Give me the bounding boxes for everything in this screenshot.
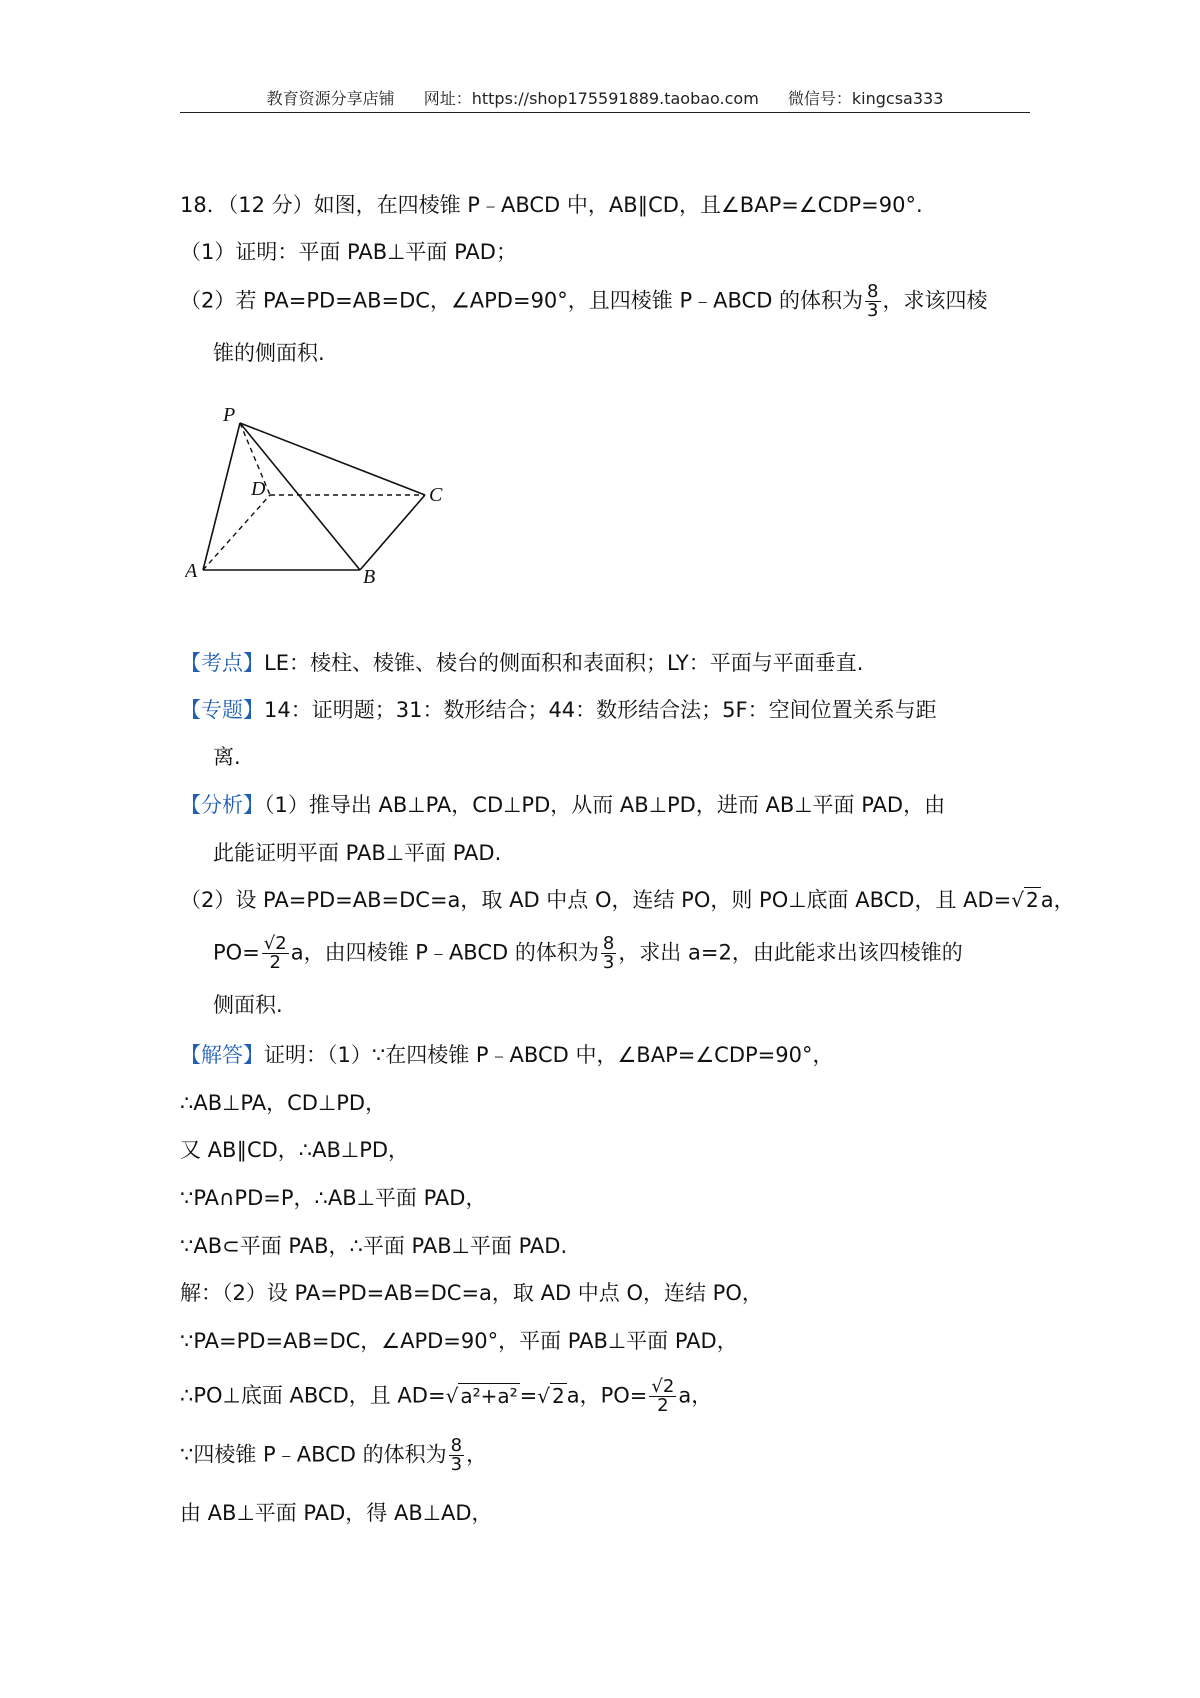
- zhuanti-cont: 离.: [213, 745, 241, 769]
- solution-line-8: [180, 1378, 712, 1415]
- shop-name: 教育资源分享店铺: [266, 89, 395, 108]
- fenxi-text-3-end: ，求出 a=2，由此能求出该四棱锥的: [618, 940, 963, 965]
- fraction-denominator: 3: [602, 952, 615, 973]
- question-1: （1）证明：平面 PAB⊥平面 PAD；: [180, 240, 517, 264]
- solution-line-8-text: ∴PO⊥底面 ABCD，且 AD=: [180, 1383, 446, 1408]
- label-p: P: [223, 405, 236, 426]
- po-fraction-num: √2: [263, 933, 287, 954]
- volume-fraction-3: [449, 1437, 464, 1474]
- radicand-two: 2: [552, 1383, 565, 1408]
- fraction-numerator: 8: [602, 933, 615, 954]
- volume-fraction: [865, 283, 880, 320]
- solution-line-8-mid: a，PO=: [566, 1383, 648, 1408]
- kaodian-text: LE：棱柱、棱锥、棱台的侧面积和表面积；LY：平面与平面垂直.: [264, 651, 864, 675]
- solution-line-10: 由 AB⊥平面 PAD，得 AB⊥AD，: [180, 1501, 493, 1525]
- po-fraction: [262, 935, 289, 972]
- label-a: A: [185, 560, 198, 582]
- fenxi-text-2-end: a，: [1040, 888, 1075, 912]
- volume-fraction-2: [601, 935, 616, 972]
- fenxi-text-1: （1）推导出 AB⊥PA，CD⊥PD，从而 AB⊥PD，进而 AB⊥平面 PAD，由: [264, 793, 946, 817]
- zhuanti-tag: 【专题】: [180, 698, 264, 722]
- pyramid-figure: [185, 405, 465, 585]
- label-d: D: [251, 478, 266, 500]
- jieda-text-1: 证明：（1）∵在四棱锥 P﹣ABCD 中，∠BAP=∠CDP=90°，: [264, 1043, 834, 1067]
- po-fraction-den: 2: [269, 952, 281, 973]
- zhuanti-line: [180, 695, 937, 725]
- wechat-id: 微信号：kingcsa333: [787, 89, 944, 108]
- solution-line-5: ∵AB⊂平面 PAB，∴平面 PAB⊥平面 PAD.: [180, 1234, 568, 1258]
- fenxi-line-1-cont: 此能证明平面 PAB⊥平面 PAD.: [213, 841, 502, 865]
- kaodian-tag: 【考点】: [180, 651, 264, 675]
- po-fraction-2: [649, 1378, 676, 1415]
- solution-line-9-text: ∵四棱锥 P﹣ABCD 的体积为: [180, 1442, 447, 1467]
- label-b: B: [363, 566, 376, 585]
- solution-line-7: ∵PA=PD=AB=DC，∠APD=90°，平面 PAB⊥平面 PAD，: [180, 1329, 738, 1353]
- radicand: 2: [1026, 888, 1039, 912]
- solution-line-6: 解：（2）设 PA=PD=AB=DC=a，取 AD 中点 O，连结 PO，: [180, 1281, 763, 1305]
- po-fraction-2-num: √2: [651, 1376, 675, 1397]
- solution-line-9-end: ，: [466, 1442, 488, 1467]
- fraction-numerator: 8: [867, 281, 879, 302]
- zhuanti-text: 14：证明题；31：数形结合；44：数形结合法；5F：空间位置关系与距: [264, 698, 937, 722]
- fraction-denominator: 3: [450, 1454, 463, 1475]
- question-2-cont: 锥的侧面积.: [213, 341, 325, 365]
- sqrt-sum: √ a²+a²: [445, 1383, 518, 1408]
- fenxi-text-2: （2）设 PA=PD=AB=DC=a，取 AD 中点 O，连结 PO，则 PO⊥底面 ABCD，且 AD=: [180, 888, 1012, 912]
- solution-line-3: 又 AB∥CD，∴AB⊥PD，: [180, 1138, 410, 1162]
- solution-line-9: [180, 1437, 487, 1474]
- radicand-sum: a²+a²: [460, 1383, 518, 1408]
- solution-line-2: ∴AB⊥PA，CD⊥PD，: [180, 1091, 387, 1115]
- shop-url: 网址：https://shop175591889.taobao.com: [423, 89, 759, 108]
- edge-pc: [240, 423, 425, 495]
- header-divider: [180, 112, 1030, 113]
- question-2-tail: ，求该四棱: [882, 288, 988, 313]
- edge-pa: [203, 423, 240, 570]
- fenxi-text-3: a，由四棱锥 P﹣ABCD 的体积为: [290, 940, 599, 965]
- fraction-denominator: 3: [867, 300, 879, 321]
- sqrt-two: √ 2: [537, 1383, 565, 1408]
- jieda-line-1: [180, 1040, 833, 1070]
- edge-bc: [360, 495, 425, 570]
- fenxi-tag: 【分析】: [180, 793, 264, 817]
- po-radicand: 2: [275, 933, 287, 954]
- fenxi-line-3: [213, 935, 963, 972]
- fenxi-line-4: 侧面积.: [213, 993, 283, 1017]
- label-c: C: [429, 484, 443, 506]
- sqrt-expression: √ 2: [1011, 888, 1039, 912]
- po-radicand-2: 2: [662, 1376, 675, 1397]
- fenxi-line-2: [180, 885, 1075, 915]
- equals-sign: =: [519, 1383, 538, 1408]
- question-2: [180, 283, 988, 320]
- po-label: PO=: [213, 940, 260, 965]
- kaodian-line: [180, 648, 863, 678]
- problem-stem: 18．（12 分）如图，在四棱锥 P﹣ABCD 中，AB∥CD，且∠BAP=∠CDP=90°.: [180, 193, 923, 217]
- po-fraction-2-den: 2: [657, 1395, 669, 1416]
- fenxi-line-1: [180, 790, 945, 820]
- jieda-tag: 【解答】: [180, 1043, 264, 1067]
- solution-line-8-end: a，: [678, 1383, 713, 1408]
- page-header: [180, 86, 1030, 109]
- solution-line-4: ∵PA∩PD=P，∴AB⊥平面 PAD，: [180, 1186, 487, 1210]
- fraction-numerator: 8: [450, 1435, 463, 1456]
- question-2-text: （2）若 PA=PD=AB=DC，∠APD=90°，且四棱锥 P﹣ABCD 的体积为: [180, 288, 864, 313]
